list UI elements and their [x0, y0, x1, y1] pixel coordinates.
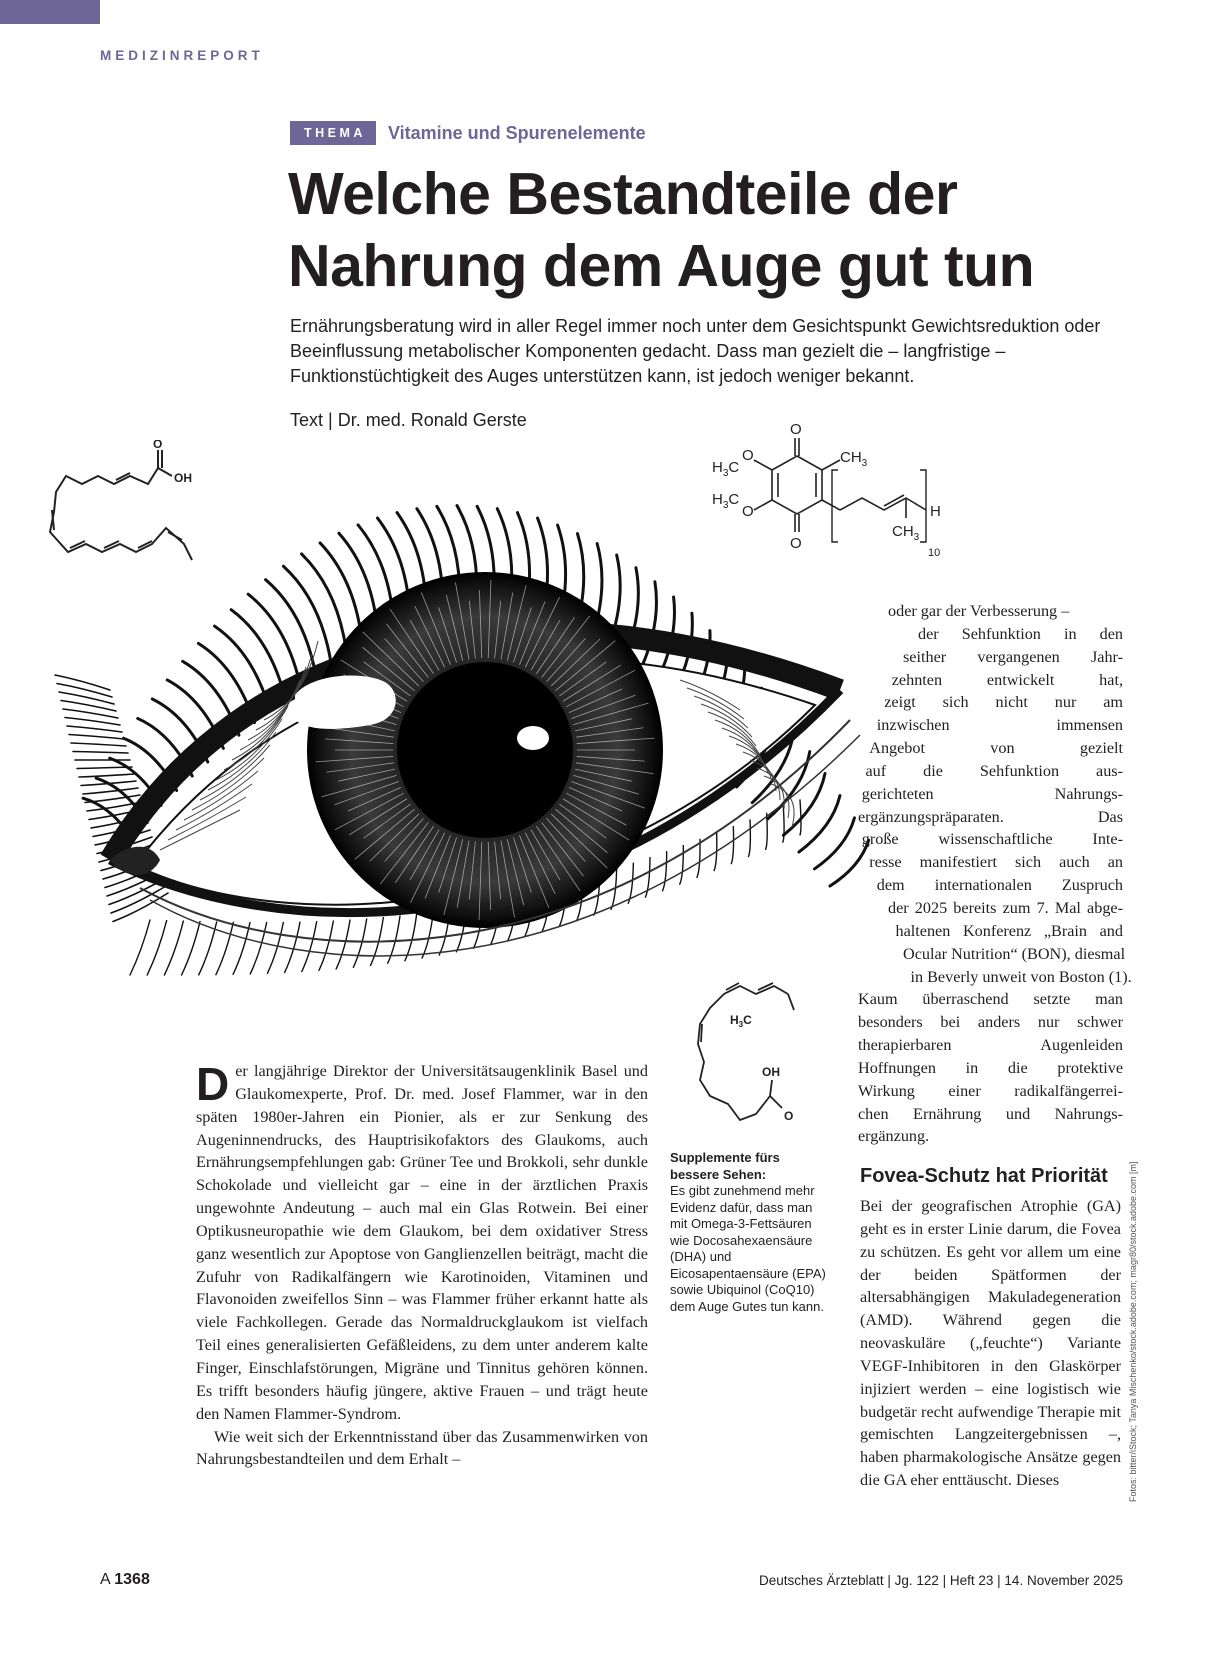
article-byline: Text | Dr. med. Ronald Gerste — [290, 410, 527, 430]
photo-credit: Fotos: bitter/iStock; Tanya Mischenko/stock.adobe.com; magr80/stock.adobe.com [m] — [1128, 1161, 1138, 1502]
eyelash-stroke — [83, 788, 138, 794]
body-line: ergänzungspräparaten. Das — [858, 807, 1123, 826]
body-line: resse manifestiert sich auch an — [869, 853, 1123, 872]
coq-ch3-bottom: $CH_3$ — [892, 523, 920, 543]
eyelash-stroke — [799, 796, 840, 852]
body-line: auf die Sehfunktion aus- — [865, 761, 1123, 780]
coq-h3c-2: $H_3C$ — [712, 491, 740, 511]
lower-lash-stroke — [336, 920, 350, 969]
coq-repeat-n: 10 — [928, 547, 941, 559]
body-paragraph-3: Bei der geografischen Atrophie (GA) geht es in erster Linie darum, die Fovea zu schützen. Es geht vor allem um eine der beiden Spätformen der altersabhängigen Makuladegeneration (AMD). Während gegen die neovaskuläre („feuchte“) Variante VEGF-Inhibitoren in den Glaskörper injiziert werden – eine logistisch wie budgetär recht aufwendige Therapie mit gemischten Langzeitergebnissen –, haben pharmakologische Ansätze gegen die GA eher enttäuscht. Dieses — [860, 1197, 1121, 1490]
epa-oh: OH — [762, 1065, 780, 1079]
coq-o-top: O — [790, 421, 802, 438]
article-teaser: Ernährungsberatung wird in aller Regel immer noch unter dem Gesichtspunkt Gewichtsreduktion oder Beeinflussung metabolischer Komponenten gedacht. Dass man gezielt die – langfristige – Funktionstüchtigkeit des Auges unterstützen kann, ist jedoch weniger bekannt. — [290, 316, 1101, 386]
corner-accent-bar — [0, 0, 100, 24]
lower-lash-stroke — [783, 807, 784, 843]
coq10-molecule-diagram — [712, 418, 1002, 578]
eyelash-stroke — [67, 726, 122, 732]
page-number-value: 1368 — [114, 1571, 150, 1588]
thema-topic: Vitamine und Spurenelemente — [387, 122, 646, 143]
body-line: große wissenschaftliche Inte- — [861, 830, 1123, 849]
body-line: in Beverly unweit von Boston (1). — [910, 967, 1132, 986]
lower-lash-stroke — [680, 846, 684, 885]
body-line: inzwischen immensen — [876, 716, 1123, 735]
page-prefix: A — [100, 1571, 110, 1588]
journal-info: Deutsches Ärzteblatt | Jg. 122 | Heft 23 | 14. November 2025 — [759, 1573, 1123, 1588]
article-body-right-top — [858, 600, 1132, 1148]
caption-text: Es gibt zunehmend mehr Evidenz dafür, dass man mit Omega-3-Fettsäuren wie Docosahexaensäure (DHA) und Eicosapentaensäure (EPA) sowie Ubiquinol (CoQ10) dem Auge Gutes tun kann. — [670, 1183, 826, 1314]
coq-ch3-top: $CH_3$ — [840, 449, 868, 469]
body-paragraph-2: Wie weit sich der Erkenntnisstand über das Zusammenwirken von Nahrungsbestandteilen und dem Erhalt – — [196, 1427, 648, 1469]
body-line: Angebot von gezielt — [869, 739, 1123, 758]
dha-o-label: O — [153, 440, 163, 451]
coq-h: H — [930, 503, 941, 520]
eyelash-stroke — [79, 774, 134, 777]
eyelash-stroke — [65, 718, 120, 726]
body-line: dem internationalen Zuspruch — [876, 876, 1123, 895]
body-line: oder gar der Verbesserung – — [888, 602, 1070, 620]
body-line: seither vergangenen Jahr- — [903, 647, 1123, 666]
body-line: gerichteten Nahrungs- — [861, 784, 1123, 803]
drop-cap: D — [196, 1058, 230, 1110]
body-line: chen Ernährung und Nahrungs- — [858, 1104, 1123, 1123]
lower-lash-stroke — [663, 852, 667, 891]
eyelash-stroke — [783, 773, 825, 835]
article-body-left — [196, 1060, 648, 1471]
body-line: Kaum überraschend setzte man — [858, 990, 1123, 1009]
lower-lash-stroke — [302, 922, 317, 972]
eyelash-stroke — [69, 735, 124, 740]
lower-lash-stroke — [164, 921, 183, 975]
coq-o-bottom: O — [790, 535, 802, 552]
topic-row — [290, 121, 646, 145]
eyelash-stroke — [57, 684, 112, 698]
article-subhead: Fovea-Schutz hat Priorität — [860, 1165, 1108, 1187]
lower-lash-stroke — [766, 813, 768, 849]
dha-oh-label: OH — [174, 471, 192, 485]
caption-title: Supplemente fürs bessere Sehen: — [670, 1150, 780, 1182]
body-line: der 2025 bereits zum 7. Mal abge- — [888, 898, 1123, 917]
body-line: Ocular Nutrition“ (BON), diesmal — [903, 944, 1126, 963]
article-headline: Welche Bestandteile der Nahrung dem Auge gut tun — [288, 161, 1035, 299]
coq-o1: O — [742, 447, 754, 464]
lower-lash-stroke — [199, 922, 217, 975]
eyelash-stroke — [71, 743, 126, 746]
coq-o2: O — [742, 503, 754, 520]
dha-molecule-diagram — [40, 440, 220, 600]
lower-lash-stroke — [233, 922, 250, 974]
body-line: der Sehfunktion in den — [918, 624, 1123, 643]
body-line: haltenen Konferenz „Brain and — [895, 921, 1123, 940]
thema-badge: THEMA — [290, 121, 376, 145]
body-line: ergänzung. — [858, 1127, 930, 1146]
eyelash-stroke — [73, 752, 128, 754]
body-line: Wirkung einer radikalfängerrei- — [858, 1081, 1123, 1100]
lower-lash-stroke — [130, 920, 150, 975]
body-line: Hoffnungen in die protektive — [858, 1058, 1123, 1077]
body-line: therapierbaren Augenleiden — [858, 1036, 1123, 1055]
body-line: zehnten entwickelt hat, — [891, 670, 1123, 689]
lower-lash-stroke — [267, 922, 283, 973]
lower-lash-stroke — [319, 921, 333, 970]
epa-h3c: $H_3C$ — [730, 1013, 752, 1029]
lower-lash-stroke — [182, 922, 200, 975]
body-line: besonders bei anders nur schwer — [858, 1013, 1123, 1032]
epa-molecule-diagram — [670, 980, 820, 1140]
epa-o: O — [784, 1109, 794, 1123]
body-line: zeigt sich nicht nur am — [884, 693, 1123, 712]
page-number — [100, 1571, 150, 1589]
image-caption — [670, 1150, 832, 1315]
lower-lash-stroke — [748, 820, 750, 857]
lower-lash-stroke — [147, 921, 166, 975]
lower-lash-stroke — [731, 827, 733, 864]
eyelash-stroke — [814, 818, 854, 869]
eyelash-stroke — [55, 675, 110, 690]
section-label: MEDIZINREPORT — [100, 48, 264, 63]
lower-lash-stroke — [405, 914, 417, 961]
coq-h3c-1: $H_3C$ — [712, 459, 740, 479]
article-body-right — [860, 1195, 1121, 1492]
eyelash-stroke — [77, 767, 132, 769]
body-paragraph-1: er langjährige Direktor der Universitätsaugenklinik Basel und Glaukomexperte, Prof. Dr. med. Josef Flammer, war in den späten 1980er-Jahren ein Pionier, als er zur Senkung des Augeninnendrucks, des Hauptrisikofaktors des Glaukoms, auch Ernährungsempfehlungen gab: Grüner Tee und Brokkoli, sehr dunkle Schokolade und vielleicht gar – eine in der ärztlichen Praxis ungewohnte Andeutung – auch mal ein Glas Rotwein. Bei einer Optikusneuropathie wie dem Glaukom, bei dem oxidativer Stress ganz wesentlich zur Apoptose von Ganglienzellen beiträgt, macht die Zufuhr von Radikalfängern wie Karotinoiden, Vitaminen und Flavonoiden zweifellos Sinn – was Flammer früher erkannt hatte als viele Fachkollegen. Gerade das Normaldruckglaukom ist vielfach Teil eines generalisierten Gefäßleidens, zu dem unter anderem kalte Finger, Einschlafstörungen, Migräne und Tinnitus gehören können. Es trifft besonders häufig jüngere, aktive Frauen – und trägt heute den Namen Flammer-Syndrom. — [196, 1062, 648, 1423]
lower-lash-stroke — [353, 919, 366, 967]
